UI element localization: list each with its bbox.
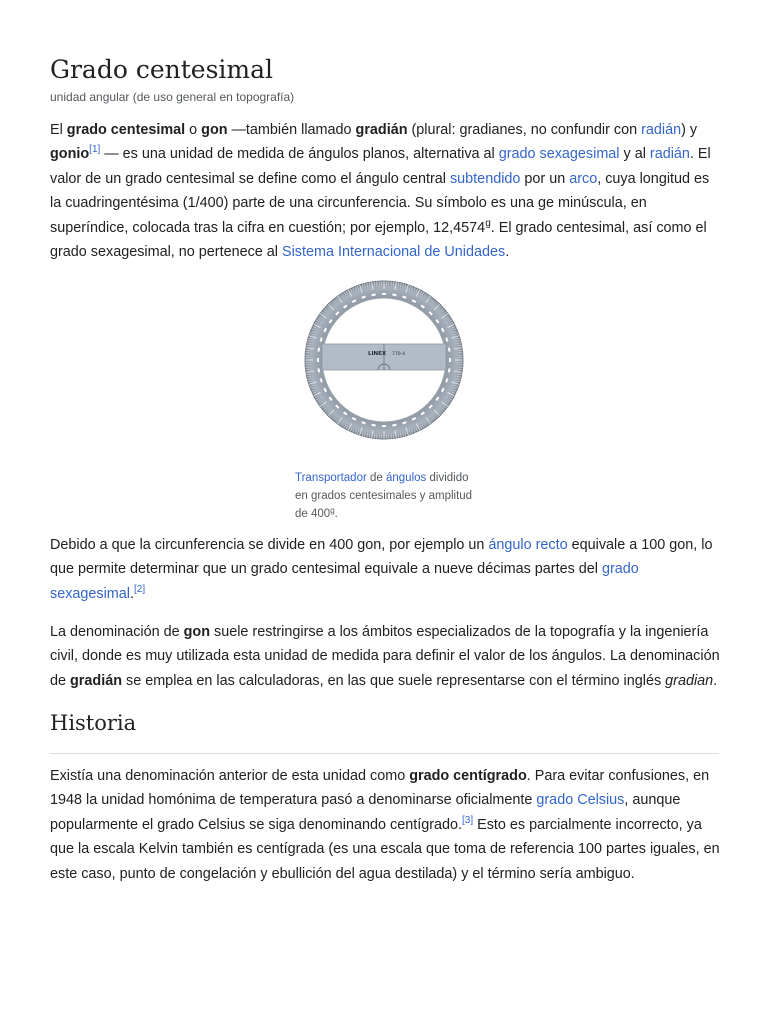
protractor-label-mark xyxy=(382,293,386,295)
protractor-label-mark xyxy=(317,358,319,362)
protractor-brand: LINEX xyxy=(368,351,387,357)
link-radian-2[interactable]: radián xyxy=(649,146,690,163)
protractor-model: 770-4 xyxy=(392,352,406,357)
bold-term-gon-2: gon xyxy=(183,624,210,640)
page-title: Grado centesimal xyxy=(50,55,273,84)
paragraph-denominacion: La denominación de gon suele restringirse a los ámbitos especializados de la topografía y la ingeniería civil, donde es muy utilizada esta unidad de medida para definir el valor de los ángulos. La denominación de gradián se emplea en las calculadoras, en las que suele representarse con el término inglés gradian. xyxy=(50,624,720,689)
reference-1[interactable]: [1] xyxy=(89,144,101,156)
figure-caption: Transportador de ángulos dividido en grados centesimales y amplitud de 400$^g$. xyxy=(295,472,473,520)
bold-term-grado-centigrado: grado centígrado xyxy=(409,768,527,784)
section-divider xyxy=(50,753,719,754)
intro-paragraph: El grado centesimal o gon —también llamado gradián (plural: gradianes, no confundir con radián) y gonio[1] — es una unidad de medida de ángulos planos, alternativa al grado sexagesimal y al radián. El valor de un grado centesimal se define como el ángulo central subtendido por un arco, cuya longitud es la cuadringentésima (1/400) parte de una circunferencia. Su símbolo es una ge minúscula, en superíndice, colocada tras la cifra en cuestión; por ejemplo, 12,4574$^g$. El grado centesimal, así como el grado sexagesimal, no pertenece al Sistema Internacional de Unidades. xyxy=(50,122,711,261)
protractor-image[interactable] xyxy=(294,280,474,440)
reference-2[interactable]: [2] xyxy=(134,583,146,595)
bold-term-grado-centesimal: grado centesimal xyxy=(66,122,186,138)
paragraph-historia: Existía una denominación anterior de esta unidad como grado centígrado. Para evitar confusiones, en 1948 la unidad homónima de temperatura pasó a denominarse oficialmente grado Celsius, aunque popularmente el grado Celsius se siga denominando centígrado.[3] Esto es parcialmente incorrecto, ya que la escala Kelvin también es centígrada (es una escala que toma de referencia 100 partes iguales, en este caso, punto de congelación y ebullición del agua destilada) y el término sería ambiguo. xyxy=(50,768,720,882)
protractor-drawing xyxy=(294,280,474,440)
protractor-label-mark xyxy=(382,425,386,427)
link-sistema-internacional[interactable]: Sistema Internacional de Unidades xyxy=(282,244,506,261)
bold-term-gradian: gradián xyxy=(355,122,408,138)
link-transportador[interactable]: Transportador xyxy=(295,472,367,484)
link-subtendido[interactable]: subtendido xyxy=(449,170,521,187)
link-angulos[interactable]: ángulos xyxy=(386,472,427,484)
link-arco[interactable]: arco xyxy=(569,170,598,187)
superscript-g: g xyxy=(485,217,491,229)
section-heading-historia: Historia xyxy=(50,711,137,735)
reference-3[interactable]: [3] xyxy=(462,814,474,826)
paragraph-angulo-recto: Debido a que la circunferencia se divide en 400 gon, por ejemplo un ángulo recto equivale a 100 gon, lo que permite determinar que un grado centesimal equivale a nueve décimas partes del grado sexagesimal.[2] xyxy=(50,537,713,602)
page-subtitle: unidad angular (de uso general en topografía) xyxy=(50,90,295,104)
protractor-label-mark xyxy=(449,358,451,362)
bold-term-gradian-2: gradián xyxy=(70,672,122,689)
link-grado-sexagesimal[interactable]: grado sexagesimal xyxy=(498,146,620,163)
bold-term-gon: gon xyxy=(201,122,228,138)
link-angulo-recto[interactable]: ángulo recto xyxy=(488,537,568,553)
link-radian[interactable]: radián xyxy=(641,122,682,138)
link-grado-sexagesimal-2[interactable]: grado sexagesimal xyxy=(50,561,639,602)
italic-term-gradian: gradian xyxy=(665,672,714,689)
bold-term-gonio: gonio xyxy=(50,146,90,163)
link-grado-celsius[interactable]: grado Celsius xyxy=(536,792,625,809)
